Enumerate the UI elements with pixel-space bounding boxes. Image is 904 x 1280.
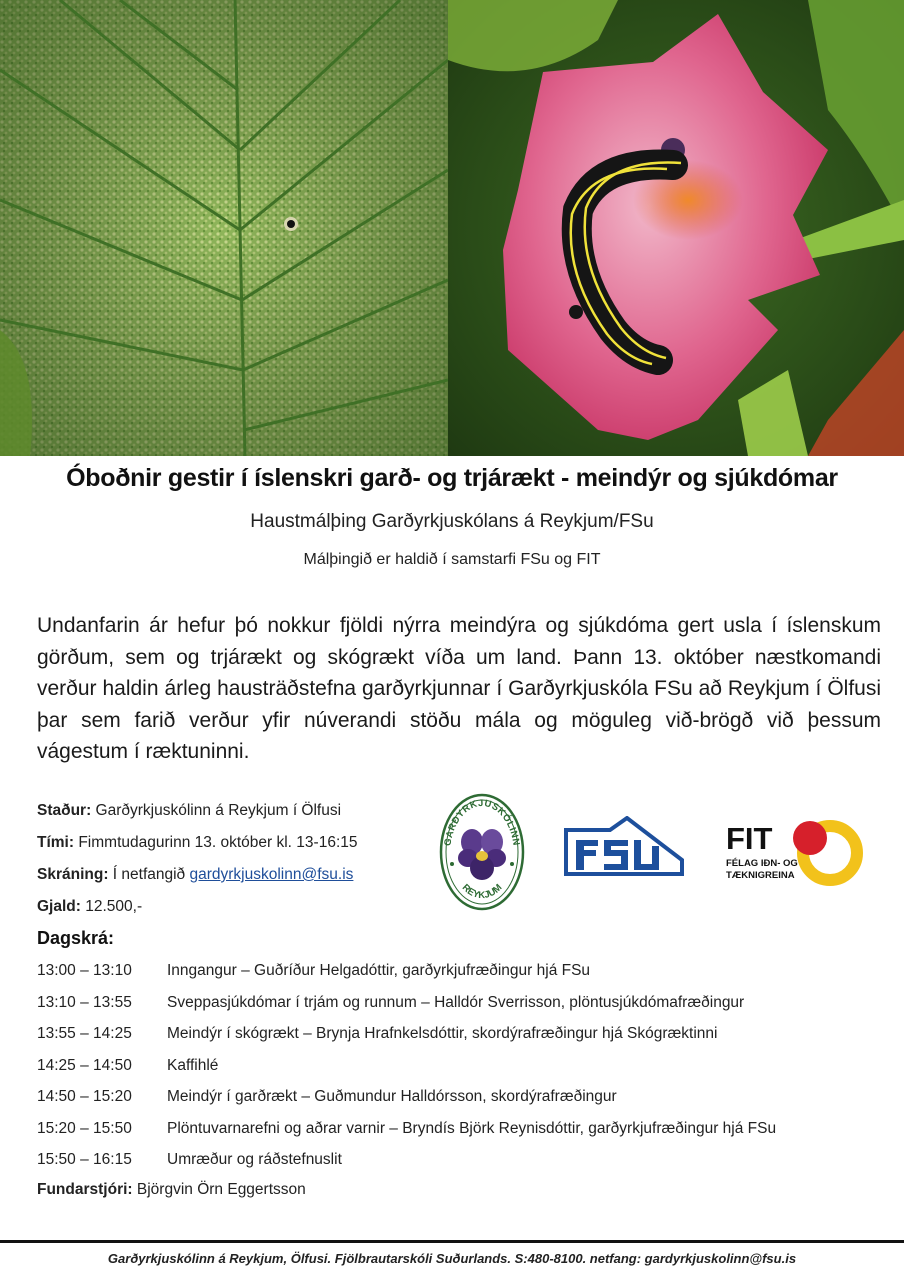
agenda-time: 13:10 – 13:55: [37, 993, 132, 1011]
agenda-time: 15:50 – 16:15: [37, 1151, 132, 1168]
flower-caterpillar-photo: [448, 0, 904, 456]
meeting-chair: [37, 1181, 306, 1199]
agenda-description: Plöntuvarnarefni og aðrar varnir – Bryndís Björk Reynisdóttir, garðyrkjufræðingur hjá FSu: [167, 1119, 777, 1137]
agenda-time: 14:25 – 14:50: [37, 1056, 132, 1074]
agenda-item: [37, 1086, 776, 1118]
agenda-time: 14:50 – 15:20: [37, 1088, 132, 1105]
page-subtitle: Haustmálþing Garðyrkjuskólans á Reykjum/FSu: [250, 511, 654, 532]
gardyrkjuskolinn-logo: [438, 792, 526, 912]
info-registration: [37, 864, 358, 896]
agenda-description: Umræður og ráðstefnuslit: [167, 1151, 342, 1168]
footer-contact: Garðyrkjuskólinn á Reykjum, Ölfusi. Fjölbrautarskóli Suðurlands. S:480-8100. netfang: gardyrkjuskolinn@fsu.is: [107, 1251, 797, 1266]
info-time: [37, 832, 358, 864]
place-value: Garðyrkjuskólinn á Reykjum í Ölfusi: [91, 802, 342, 819]
registration-email-link[interactable]: gardyrkjuskolinn@fsu.is: [189, 866, 354, 883]
svg-text:FIT: FIT: [726, 821, 773, 856]
agenda-description: Meindýr í skógrækt – Brynja Hrafnkelsdóttir, skordýrafræðingur hjá Skógræktinni: [167, 1025, 718, 1042]
collaboration-note: Málþingið er haldið í samstarfi FSu og FIT: [303, 551, 601, 568]
agenda-time: 15:20 – 15:50: [37, 1119, 132, 1137]
time-value: Fimmtudagurinn 13. október kl. 13-16:15: [74, 834, 358, 851]
fee-label: Gjald:: [37, 898, 81, 915]
page-title: Óboðnir gestir í íslenskri garð- og trjárækt - meindýr og sjúkdómar: [66, 464, 838, 492]
agenda-item: [37, 1023, 776, 1055]
chair-label: Fundarstjóri:: [37, 1181, 133, 1198]
agenda-time: 13:55 – 14:25: [37, 1025, 132, 1042]
registration-label: Skráning:: [37, 866, 109, 883]
time-label: Tími:: [37, 834, 75, 851]
info-fee: [37, 896, 358, 928]
agenda-time: 13:00 – 13:10: [37, 962, 132, 979]
agenda-item: [37, 1118, 776, 1150]
event-info: [37, 800, 358, 928]
agenda-heading: Dagskrá:: [37, 928, 115, 948]
info-place: [37, 800, 358, 832]
svg-text:TÆKNIGREINA: TÆKNIGREINA: [726, 870, 795, 881]
place-label: Staður:: [37, 802, 92, 819]
chair-value: Björgvin Örn Eggertsson: [132, 1181, 306, 1198]
fsu-logo: [564, 816, 684, 876]
svg-text:REYKJUM: REYKJUM: [459, 882, 505, 902]
footer-divider: [0, 1240, 904, 1243]
leaf-photo: [0, 0, 448, 456]
agenda-description: Inngangur – Guðríður Helgadóttir, garðyrkjufræðingur hjá FSu: [167, 962, 591, 979]
registration-value: Í netfangið: [108, 866, 190, 883]
fit-logo: [726, 820, 866, 890]
fee-value: 12.500,-: [80, 898, 143, 915]
agenda-item: [37, 960, 776, 992]
partner-logos: [430, 790, 904, 915]
svg-text:FÉLAG IÐN- OG: FÉLAG IÐN- OG: [726, 858, 798, 869]
agenda-item: [37, 1149, 776, 1181]
agenda-description: Sveppasjúkdómar í trjám og runnum – Halldór Sverrisson, plöntusjúkdómafræðingur: [167, 993, 745, 1011]
agenda-item: [37, 992, 776, 1024]
intro-paragraph: Undanfarin ár hefur þó nokkur fjöldi nýrra meindýra og sjúkdóma gert usla í íslenskum görðum, sem og trjárækt og skógrækt víða um land. Þann 13. október næstkomandi verður haldin árleg hausträðstefna garðyrkjunnar í Garðyrkjuskóla FSu að Reykjum í Ölfusi þar sem farið verður yfir núverandi stöðu mála og möguleg við-brögð við þessum vágestum í ræktuninni.: [37, 614, 881, 763]
agenda-item: [37, 1055, 776, 1087]
svg-text:GARÐYRKJUSKÓLINN: GARÐYRKJUSKÓLINN: [442, 797, 522, 847]
agenda-description: Kaffihlé: [167, 1056, 219, 1074]
agenda-description: Meindýr í garðrækt – Guðmundur Halldórsson, skordýrafræðingur: [167, 1088, 617, 1105]
agenda-list: [37, 960, 776, 1181]
header-photos: [0, 0, 904, 456]
